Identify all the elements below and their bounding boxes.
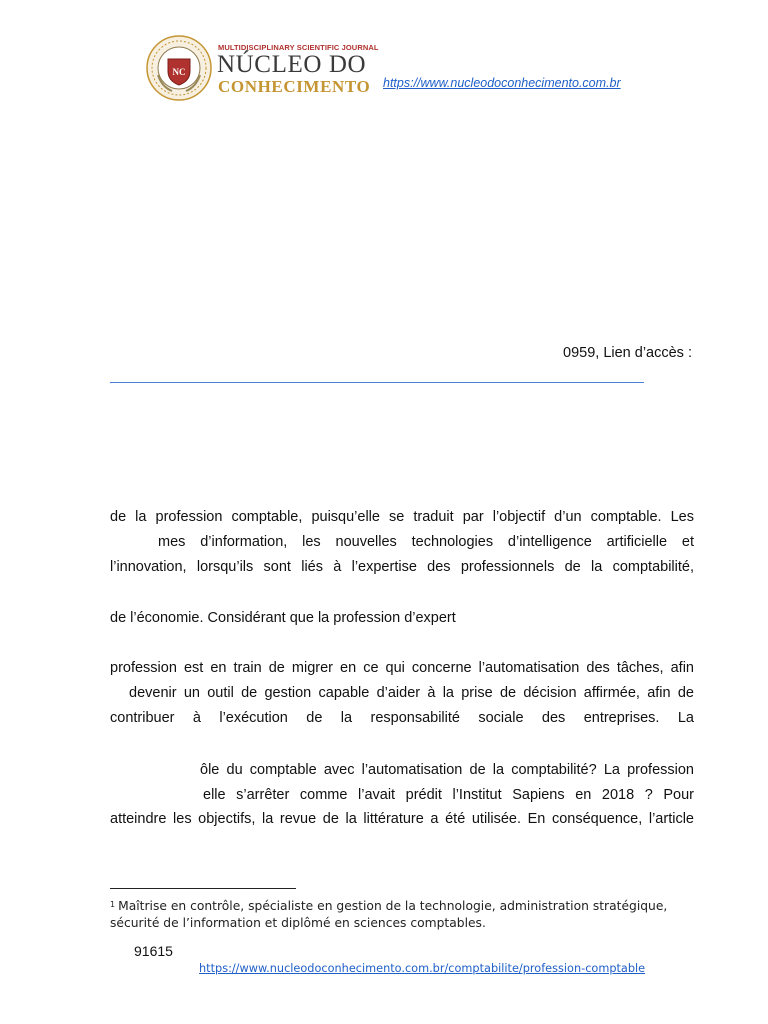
body-line: l’innovation, lorsqu’ils sont liés à l’expertise des professionnels de la comptabilité, bbox=[110, 559, 694, 575]
seal-initials: NC bbox=[172, 67, 186, 77]
body-line: profession est en train de migrer en ce qui concerne l’automatisation des tâches, afin bbox=[110, 660, 694, 676]
page-number: 91615 bbox=[134, 943, 173, 959]
body-line: devenir un outil de gestion capable d’aider à la prise de décision affirmée, afin de bbox=[129, 685, 694, 701]
body-line: de la profession comptable, puisqu’elle se traduit par l’objectif d’un comptable. Les bbox=[110, 509, 694, 525]
access-link-label: 0959, Lien d’accès : bbox=[563, 345, 692, 361]
brand-name-line2: CONHECIMENTO bbox=[218, 77, 371, 96]
body-line: ôle du comptable avec l’automatisation de la comptabilité? La profession bbox=[200, 762, 694, 778]
access-link-underline[interactable] bbox=[110, 382, 644, 383]
body-line: contribuer à l’exécution de la responsabilité sociale des entreprises. La bbox=[110, 710, 694, 726]
body-line: atteindre les objectifs, la revue de la littérature a été utilisée. En conséquence, l’article bbox=[110, 811, 694, 827]
footnote-number: 1 bbox=[110, 900, 116, 909]
footnote-separator bbox=[110, 888, 296, 889]
brand-name-line1: NÚCLEO DO bbox=[217, 51, 367, 78]
body-line: de l’économie. Considérant que la profession d’expert bbox=[110, 610, 456, 626]
journal-tagline: MULTIDISCIPLINARY SCIENTIFIC JOURNAL bbox=[218, 43, 379, 52]
footnote-text: Maîtrise en contrôle, spécialiste en gestion de la technologie, administration stratégique, sécurité de l’information et diplômé en sciences comptables. bbox=[110, 899, 668, 930]
journal-seal-logo bbox=[146, 35, 212, 101]
body-line: mes d’information, les nouvelles technologies d’intelligence artificielle et bbox=[158, 534, 694, 550]
article-link[interactable]: https://www.nucleodoconhecimento.com.br/comptabilite/profession-comptable bbox=[199, 962, 646, 975]
body-line: elle s’arrêter comme l’avait prédit l’Institut Sapiens en 2018 ? Pour bbox=[203, 787, 694, 803]
footnote bbox=[110, 896, 680, 932]
journal-website-link[interactable]: https://www.nucleodoconhecimento.com.br bbox=[383, 76, 621, 90]
